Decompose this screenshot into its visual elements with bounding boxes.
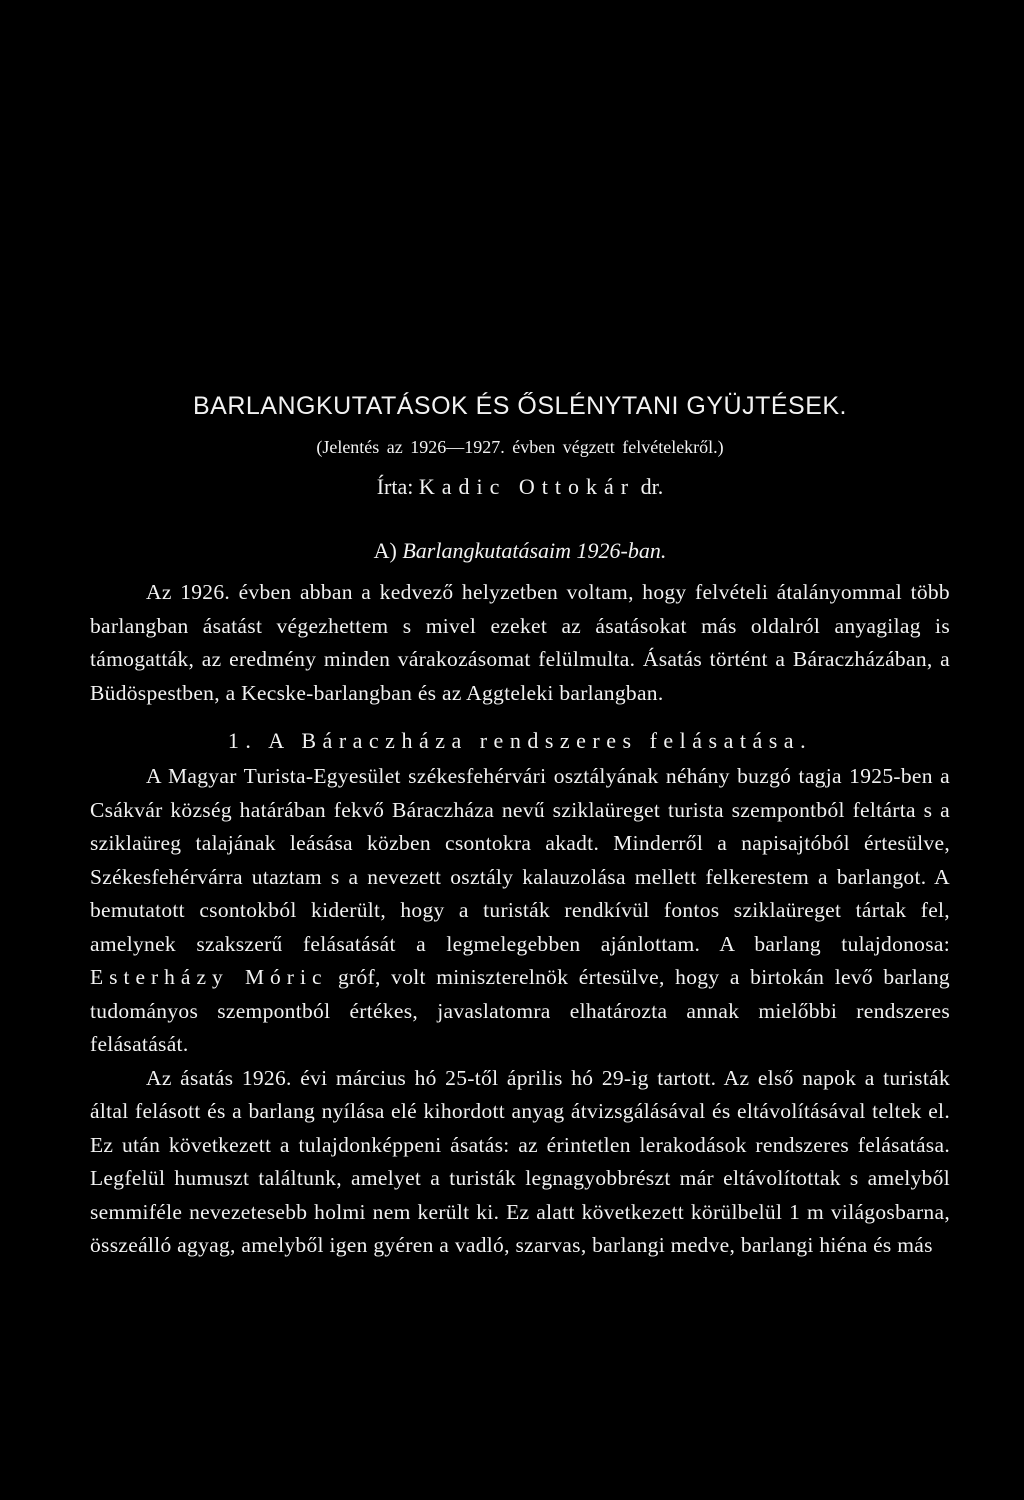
paragraph-baraczhaza-part-2: gróf, volt miniszterelnök értesülve, hogy a birtokán levő barlang tudományos szempontból értékes, javaslatomra elhatározta annak mielőbbi rendszeres felásatását. [90,965,950,1056]
paragraph-baraczhaza-part-1: A Magyar Turista-Egyesület székesfehérvári osztályának néhány buzgó tagja 1925-ben a Csákvár község határában fekvő Báraczháza nevű sziklaüreget turista szempontból feltárta s a sziklaüreg talajának leásása közben csontokra akadt. Minderről a napisajtóból értesülve, Székesfehérvárra utaztam s a nevezett osztály kalauzolása mellett felkerestem a barlangot. A bemutatott csontokból kiderült, hogy a turisták rendkívül fontos sziklaüreget tártak fel, amelynek szakszerű felásatását a legmelegebben ajánlottam. A barlang tulajdonosa: [90,764,950,956]
paragraph-baraczhaza [90,760,950,1062]
section-prefix: A) [373,538,397,563]
section-title: Barlangkutatásaim 1926-ban. [402,538,667,563]
document-subtitle: (Jelentés az 1926—1927. évben végzett felvételekről.) [316,437,724,457]
author-suffix: dr. [640,474,664,499]
paragraph-intro: Az 1926. évben abban a kedvező helyzetben voltam, hogy felvételi átalányommal több barlangban ásatást végezhettem s mivel ezeket az ásatásokat más oldalról anyagilag is támogatták, az eredmény minden várakozásomat felülmulta. Ásatás történt a Báraczházában, a Büdöspestben, a Kecske-barlangban és az Aggteleki barlangban. [90,580,950,705]
author-prefix: Írta: [376,474,414,499]
owner-name: Esterházy Móric [90,965,328,989]
subsection-heading: 1. A Báraczháza rendszeres felásatása. [227,728,813,753]
author-name: Kadic Ottokár [418,474,636,499]
section-heading [90,538,950,564]
document-title: BARLANGKUTATÁSOK ÉS ŐSLÉNYTANI GYÜJTÉSEK. [193,392,847,420]
author-line [90,474,950,500]
document-page [90,392,950,1263]
paragraph-excavation: Az ásatás 1926. évi március hó 25-től április hó 29-ig tartott. Az első napok a turisták által felásott és a barlang nyílása elé kihordott anyag átvizsgálásával és eltávolításával teltek el. Ez után következett a tulajdonképpeni ásatás: az érintetlen lerakodások rendszeres felásatása. Legfelül humuszt találtunk, amelyet a turisták legnagyobbrészt már eltávolítottak s amelyből semmiféle nevezetesebb holmi nem került ki. Ez alatt következett körülbelül 1 m világosbarna, összeálló agyag, amelyből igen gyéren a vadló, szarvas, barlangi medve, barlangi hiéna és más [90,1065,950,1257]
